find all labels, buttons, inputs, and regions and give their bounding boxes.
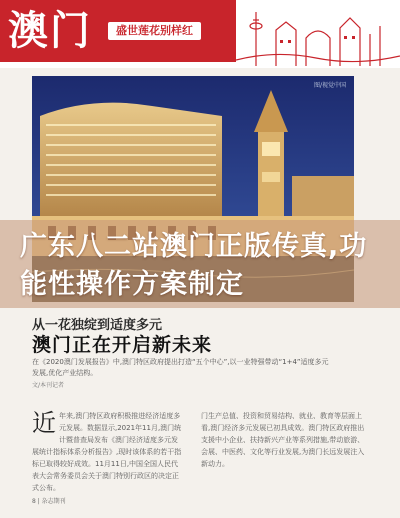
page-footer: 8 | 杂志期刊: [32, 498, 66, 505]
article-subhead: 从一花独绽到适度多元: [32, 318, 163, 333]
article-lead: 在《2020澳门发展报告》中,澳门特区政府提出打造“五个中心”,以一业特强带动“1+4”适度多元发展,优化产业结构。: [32, 358, 329, 377]
drop-cap: 近: [32, 409, 56, 437]
header-tag: 盛世莲花别样红: [108, 22, 201, 40]
skyline-illustration: [236, 0, 400, 68]
article-column-1: [32, 410, 182, 494]
article-headline: 澳门正在开启新未来: [32, 334, 213, 356]
article-byline: 文/本刊记者: [32, 382, 65, 389]
article-column-2: [201, 410, 365, 470]
overlay-title: 广东八二站澳门正版传真,功能性操作方案制定: [20, 231, 368, 300]
column-1-text: 年来,澳门特区政府积极推进经济适度多元发展。数据显示,2021年11月,澳门统计暨普查局发布《澳门经济适度多元发展统计指标体系分析报告》,现时该体系的若干指标已取得较好成效。11月11日,中国全国人民代表大会常务委员会关于澳门特别行政区的决定正式公布。: [32, 412, 182, 492]
photo-credit: 图/视觉中国: [313, 82, 346, 89]
column-2-text: 门生产总值、投资和贸易结构、就业、教育等层面上看,澳门经济多元发展已初具成效。澳门特区政府推出支援中小企业、扶持新兴产业等系列措施,带动旅游、会展、中医药、文化等行业发展,为澳门长远发展注入新动力。: [201, 412, 365, 468]
magazine-header: [0, 0, 400, 68]
header-title: 澳门: [8, 7, 92, 54]
